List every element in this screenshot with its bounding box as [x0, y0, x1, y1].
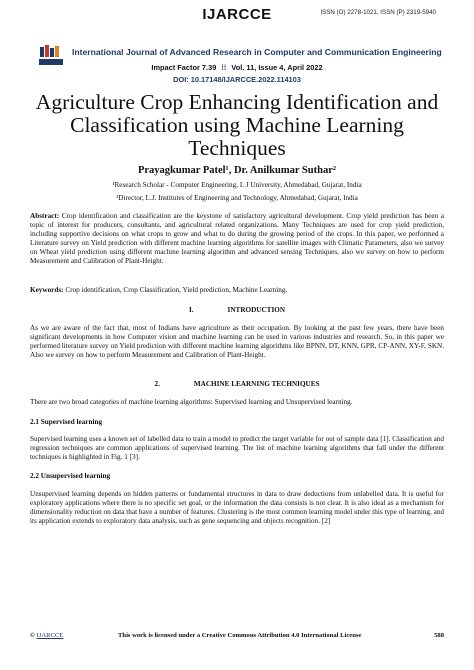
impact-factor: Impact Factor 7.39: [151, 63, 217, 72]
section-number: I.: [188, 306, 194, 314]
impact-line: [0, 63, 474, 72]
journal-full-name: International Journal of Advanced Research in Computer and Communication Engineering: [72, 47, 442, 57]
copyright-link[interactable]: IJARCCE: [36, 632, 64, 639]
journal-name: IJARCCE: [202, 6, 272, 23]
ml-intro-text: There are two broad categories of machine learning algorithms: Supervised learning and Unsupervised learning.: [30, 398, 353, 406]
separator: ⁞⁞: [221, 63, 227, 72]
section-heading-ml: [0, 380, 474, 388]
abstract: [30, 212, 444, 265]
subsection-heading-supervised: 2.1 Supervised learning: [30, 418, 103, 426]
doi[interactable]: DOI: 10.17148/IJARCCE.2022.114103: [173, 75, 301, 84]
authors: Prayagkumar Patel¹, Dr. Anilkumar Suthar²: [137, 165, 337, 176]
page-number: 588: [434, 632, 444, 639]
affiliation-1: ¹Research Scholar - Computer Engineering, L J University, Ahmedabad, Gujarat, India: [112, 181, 362, 189]
copyright-symbol: ©: [30, 632, 35, 639]
introduction-text: As we are aware of the fact that, most of Indians have agriculture as their occupation. By looking at the past few years, there have been significant developments in how Computer vision and machine learning can be used in various industries and research. So, in this paper we performed literature survey on Yield prediction with different machine learning algorithms like BPNN, DT, KNN, GPR, CP-ANN, XY-F, SKN. Also we survey on how to perform Measurement and Calibration of Plant-Height.: [30, 324, 444, 359]
keywords-label: Keywords:: [30, 286, 64, 294]
paper-title: Agriculture Crop Enhancing Identification and Classification using Machine Learning Techniques: [35, 90, 439, 160]
section-number: 2.: [154, 380, 160, 388]
unsupervised-text: Unsupervised learning depends on hidden patterns or fundamental structures in data to draw deductions from unlabelled data. It is useful for exploratory applications where there is no specific set goal, or the information the data consists is not clear. It is also ideal as a mechanism for dimensionality reduction on data that have a number of features. Clustering is the most common learning model under this type of learning, and its application extends to exploratory data analysis, such as gene sequencing and objects recognition. [2]: [30, 490, 444, 525]
page-footer: [30, 632, 444, 644]
section-title: MACHINE LEARNING TECHNIQUES: [193, 380, 320, 388]
abstract-label: Abstract:: [30, 212, 60, 220]
abstract-text: Crop identification and classification are the keystone of satisfactory agricultural development. Crop yield prediction has been a topic of interest for producers, consultants, and agricultural related organizations. Many Techniques are used for crop yield prediction, including supportive decisions on what crops to grow and what to do during the growing period of the crops. In this paper, we performed a Literature survey on Yield prediction with different machine learning algorithms for satellite images with Climatic Parameters, also we survey on Wheat yield prediction using different machine learning algorithm and advanced sensing Techniques, also we survey on how to perform Measurement and Calibration of Plant-Height.: [30, 212, 444, 265]
section-heading-introduction: [0, 306, 474, 314]
copyright: [30, 632, 63, 639]
subsection-heading-unsupervised: 2.2 Unsupervised learning: [30, 472, 111, 480]
volume-info: Vol. 11, Issue 4, April 2022: [231, 63, 323, 72]
license-text: This work is licensed under a Creative Commons Attribution 4.0 International License: [118, 632, 362, 639]
section-title: INTRODUCTION: [227, 306, 286, 314]
keywords-text: Crop identification, Crop Classification, Yield prediction, Machine Learning.: [65, 286, 288, 294]
affiliation-2: ²Director, L.J. Institutes of Engineering and Technology, Ahmedabad, Gujarat, India: [116, 194, 358, 202]
supervised-text: Supervised learning uses a known set of labelled data to train a model to predict the target variable for out of sample data [1]. Classification and regression techniques are common applications of supervised learning. The list of machine learning algorithms that fall under the different techniques is highlighted in Fig. 1 [3].: [30, 435, 444, 461]
issn: ISSN (O) 2278-1021, ISSN (P) 2319-5940: [320, 9, 436, 16]
page-header: [0, 4, 474, 26]
keywords: [30, 286, 444, 295]
